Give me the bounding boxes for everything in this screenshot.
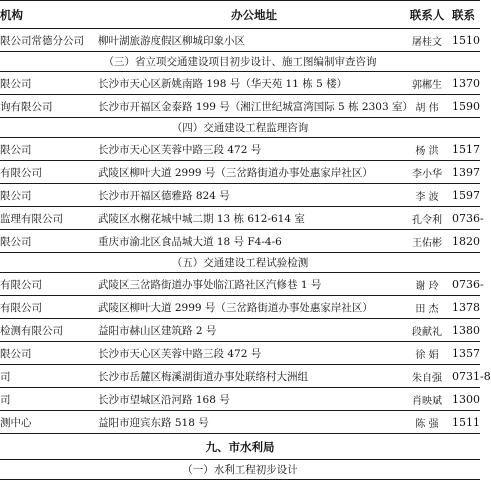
phone-cell: 1357 [452, 346, 480, 360]
address-cell: 武陵区水榭花城中城二期 13 栋 612-614 室 [98, 212, 305, 225]
table-row [0, 72, 480, 95]
address-cell: 武陵区柳叶大道 2999 号（三岔路街道办事处惠家岸社区） [98, 301, 373, 314]
table-row [0, 388, 480, 411]
address-cell: 长沙市天心区芙蓉中路三段 472 号 [98, 347, 262, 360]
phone-cell: 0736- [452, 211, 484, 225]
table-row [0, 319, 480, 342]
org-cell: 测中心 [0, 416, 32, 429]
section-heading-row [0, 253, 480, 273]
phone-cell: 1300 [452, 392, 480, 406]
header-contact: 联系人 [409, 7, 445, 22]
phone-cell: 1397 [452, 165, 480, 179]
address-cell: 长沙市开福区金泰路 199 号（湘江世纪城富湾国际 5 栋 2303 室） [98, 100, 413, 113]
phone-cell: 1597 [452, 188, 480, 202]
org-cell: 限公司 [0, 235, 32, 248]
phone-cell: 1590 [452, 99, 480, 113]
phone-cell: 1510 [452, 33, 480, 47]
phone-cell: 1820 [452, 234, 480, 248]
org-cell: 限公司 [0, 347, 32, 360]
section-heading: （五）交通建设工程试验检测 [171, 257, 309, 269]
org-cell: 限公司 [0, 143, 32, 156]
contact-cell: 郭郴生 [412, 79, 442, 91]
section-heading: （四）交通建设工程监理咨询 [171, 122, 309, 134]
section-heading: （一）水利工程初步设计 [182, 464, 298, 476]
section-heading-row [0, 460, 480, 480]
contact-cell: 杨 洪 [415, 145, 439, 157]
address-cell: 长沙市望城区沿河路 168 号 [98, 393, 230, 406]
address-cell: 长沙市天心区芙蓉中路三段 472 号 [98, 143, 262, 156]
section-heading-row [0, 118, 480, 138]
table-row [0, 296, 480, 319]
table-row [0, 207, 484, 230]
org-cell: 有限公司 [0, 278, 42, 291]
table-row [0, 138, 480, 161]
contact-cell: 李小华 [412, 168, 442, 180]
header-phone: 联系 [452, 7, 475, 22]
table-row [0, 365, 491, 388]
address-cell: 柳叶湖旅游度假区柳城印象小区 [98, 34, 245, 47]
contact-cell: 屠桂文 [412, 36, 442, 48]
phone-cell: 1370 [452, 76, 480, 90]
contact-cell: 孔令利 [412, 214, 442, 226]
table-row [0, 411, 480, 434]
table-row [0, 161, 480, 184]
table-row [0, 95, 480, 118]
table-row [0, 29, 480, 52]
contact-cell: 徐 娟 [415, 349, 439, 361]
org-cell: 监理有限公司 [0, 212, 63, 225]
address-cell: 长沙市开福区德雅路 824 号 [98, 189, 230, 202]
table-row [0, 184, 480, 207]
address-cell: 益阳市迎宾东路 518 号 [98, 416, 209, 429]
org-cell: 限公司常德分公司 [0, 34, 84, 47]
org-cell: 有限公司 [0, 301, 42, 314]
contact-cell: 段献礼 [412, 326, 442, 338]
phone-cell: 1517 [452, 142, 480, 156]
table-row [0, 342, 480, 365]
contact-cell: 胡 伟 [415, 102, 439, 114]
contact-cell: 肖映斌 [412, 395, 442, 407]
table-row [0, 230, 480, 253]
address-cell: 武陵区柳叶大道 2999 号（三岔路街道办事处惠家岸社区） [98, 166, 373, 179]
org-cell: 限公司 [0, 189, 32, 202]
contact-cell: 谢 玲 [415, 280, 439, 292]
phone-cell: 1511 [452, 415, 480, 429]
phone-cell: 1380 [452, 323, 480, 337]
table-header [0, 1, 480, 29]
phone-cell: 0731-8 [452, 369, 491, 383]
table-row [0, 273, 484, 296]
org-cell: 司 [0, 393, 11, 406]
contact-cell: 李 波 [415, 191, 439, 203]
org-cell: 询有限公司 [0, 100, 53, 113]
header-org: 机构 [0, 7, 23, 22]
header-address: 办公地址 [231, 7, 277, 22]
address-cell: 长沙市岳麓区梅溪湖街道办事处联络村大洲组 [98, 370, 308, 383]
contact-cell: 田 杰 [415, 303, 439, 315]
address-cell: 武陵区三岔路街道办事处临江路社区汽修巷 1 号 [98, 278, 322, 291]
contact-cell: 陈 强 [415, 418, 439, 430]
address-cell: 益阳市赫山区建筑路 2 号 [98, 324, 217, 337]
org-cell: 有限公司 [0, 166, 42, 179]
address-cell: 重庆市渝北区食品城大道 18 号 F4-4-6 [98, 235, 282, 248]
org-cell: 限公司 [0, 77, 32, 90]
org-cell: 检测有限公司 [0, 324, 63, 337]
contact-cell: 朱自强 [412, 372, 442, 384]
department-heading: 九、市水利局 [205, 439, 275, 454]
phone-cell: 1378 [452, 300, 480, 314]
org-cell: 司 [0, 370, 11, 383]
phone-cell: 0736- [452, 277, 484, 291]
address-cell: 长沙市天心区新姚南路 198 号（华天苑 11 栋 5 楼） [98, 77, 348, 90]
department-heading-row [0, 434, 480, 460]
contact-cell: 王佑彬 [412, 237, 442, 249]
section-heading-row [0, 52, 480, 72]
section-heading: （三）省立项交通建设项目初步设计、施工图编制审查咨询 [103, 56, 377, 68]
